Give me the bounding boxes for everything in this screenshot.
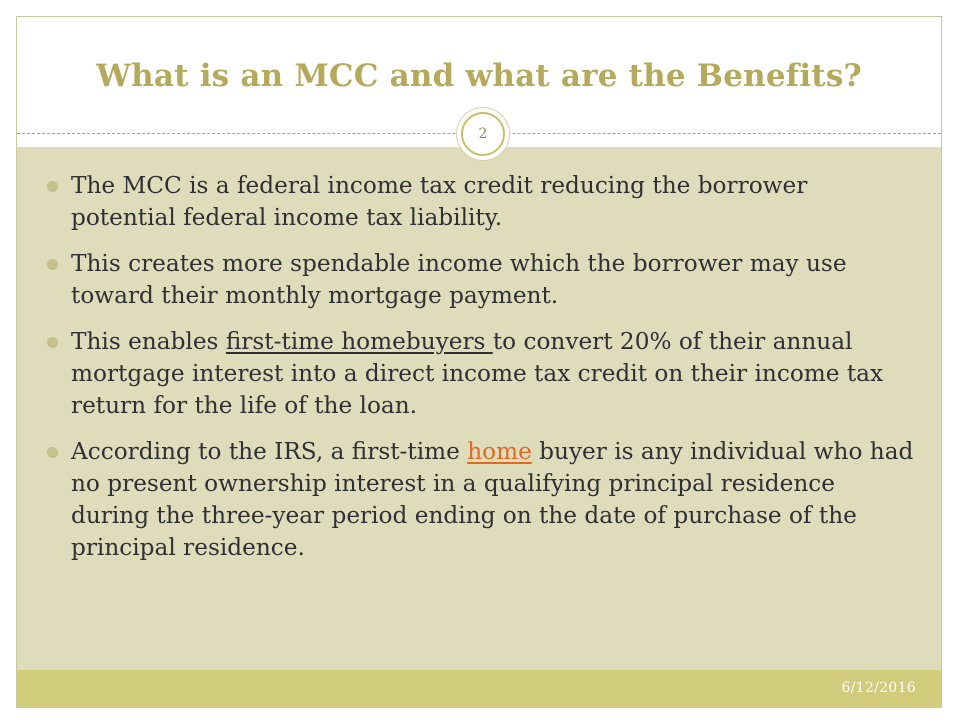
bullet-text: The MCC is a federal income tax credit reducing the borrower potential federal income tax liability. [71,172,808,231]
bullet-text-prefix: According to the IRS, a first-time [71,438,468,465]
slide-title: What is an MCC and what are the Benefits? [96,58,862,94]
slide-date: 6/12/2016 [841,680,916,696]
bullet-list [46,170,916,578]
bullet-text-suffix: to convert 20% of their annual mortgage interest into a direct income tax credit on their income tax return for the life of the loan. [71,328,884,419]
bullet-dot-icon [47,259,58,270]
bullet-dot-icon [47,337,58,348]
bullet-item [46,326,916,422]
bullet-text-prefix: This enables [71,328,226,355]
bullet-item [46,170,916,234]
bullet-dot-icon [47,447,58,458]
bullet-text: This creates more spendable income which the borrower may use toward their monthly mortgage payment. [71,250,847,309]
page-number-badge [461,112,505,156]
bullet-item [46,248,916,312]
first-time-homebuyers-underlined: first-time homebuyers [225,328,493,355]
bullet-text-suffix: buyer is any individual who had no present ownership interest in a qualifying principal residence during the three-year period ending on the date of purchase of the principal residence. [71,438,914,561]
page-number: 2 [478,126,488,142]
bullet-item [46,436,916,564]
home-link[interactable]: home [467,438,532,465]
bullet-dot-icon [47,181,58,192]
footer-bar [17,670,941,708]
